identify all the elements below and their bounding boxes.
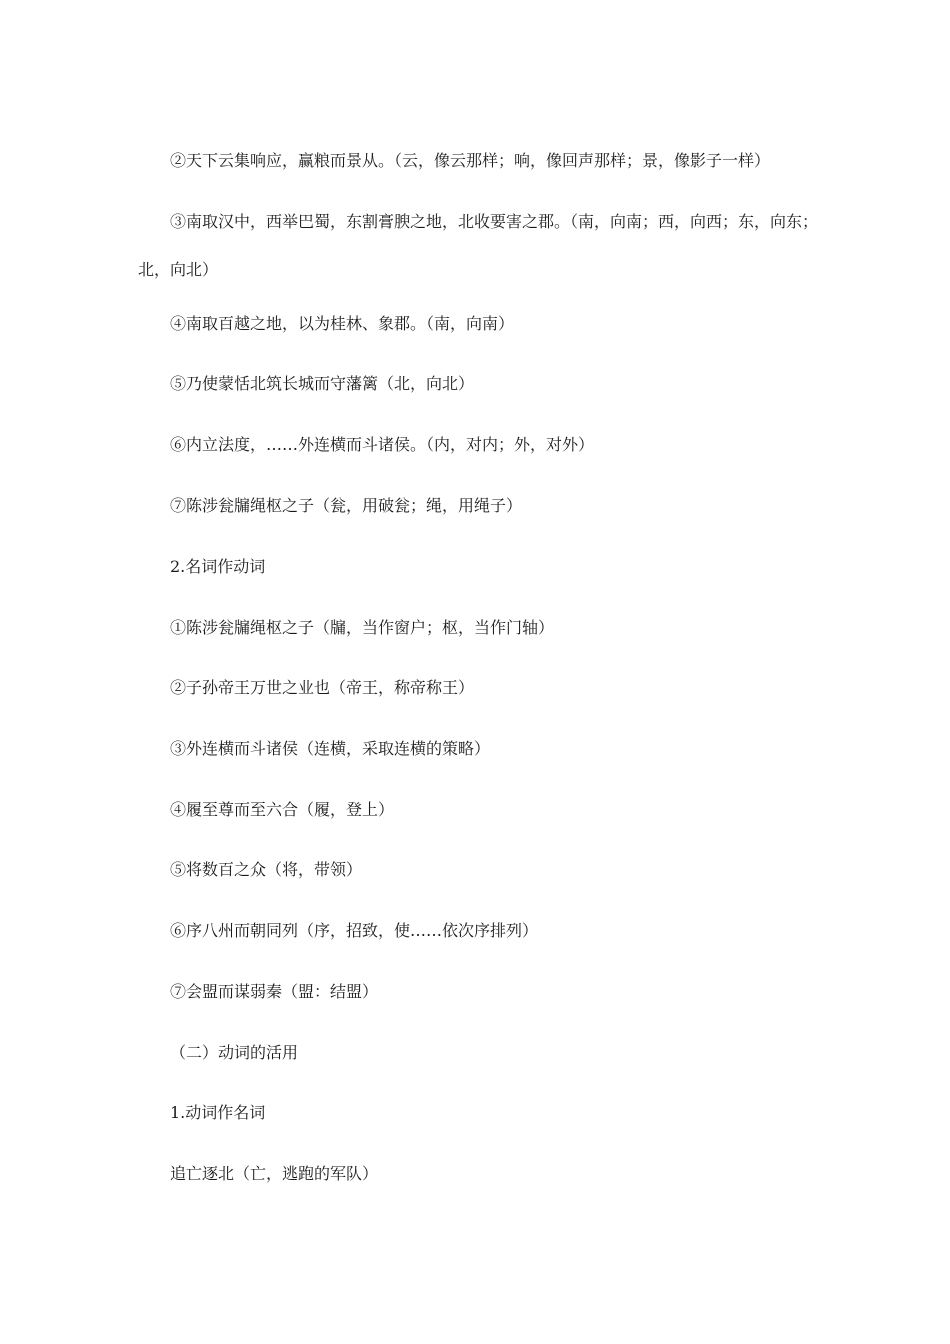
section-heading: 2.名词作动词: [170, 557, 266, 576]
paragraph: 追亡逐北（亡，逃跑的军队）: [170, 1164, 379, 1183]
paragraph: ⑥序八州而朝同列（序，招致，使……依次序排列）: [170, 921, 539, 940]
paragraph: ⑤将数百之众（将，带领）: [170, 860, 363, 879]
paragraph: ④履至尊而至六合（履，登上）: [170, 800, 395, 819]
paragraph: ⑤乃使蒙恬北筑长城而守藩篱（北，向北）: [170, 374, 475, 393]
section-heading: （二）动词的活用: [170, 1043, 299, 1062]
paragraph: ⑥内立法度，……外连横而斗诸侯。（内，对内；外，对外）: [170, 435, 595, 454]
section-heading: 1.动词作名词: [170, 1103, 266, 1122]
paragraph: ③外连横而斗诸侯（连横，采取连横的策略）: [170, 739, 491, 758]
paragraph: ②子孙帝王万世之业也（帝王，称帝称王）: [170, 678, 475, 697]
paragraph: ⑦会盟而谋弱秦（盟：结盟）: [170, 982, 379, 1001]
paragraph: ⑦陈涉瓮牖绳枢之子（瓮，用破瓮；绳，用绳子）: [170, 496, 523, 515]
paragraph: ①陈涉瓮牖绳枢之子（牖，当作窗户；枢，当作门轴）: [170, 618, 555, 637]
paragraph: ④南取百越之地，以为桂林、象郡。（南，向南）: [170, 314, 515, 333]
paragraph: ③南取汉中，西举巴蜀，东割膏腴之地，北收要害之郡。（南，向南；西，向西；东，向东；北，向北）: [138, 212, 819, 279]
paragraph: ②天下云集响应，赢粮而景从。（云，像云那样；响，像回声那样；景，像影子一样）: [170, 151, 771, 170]
